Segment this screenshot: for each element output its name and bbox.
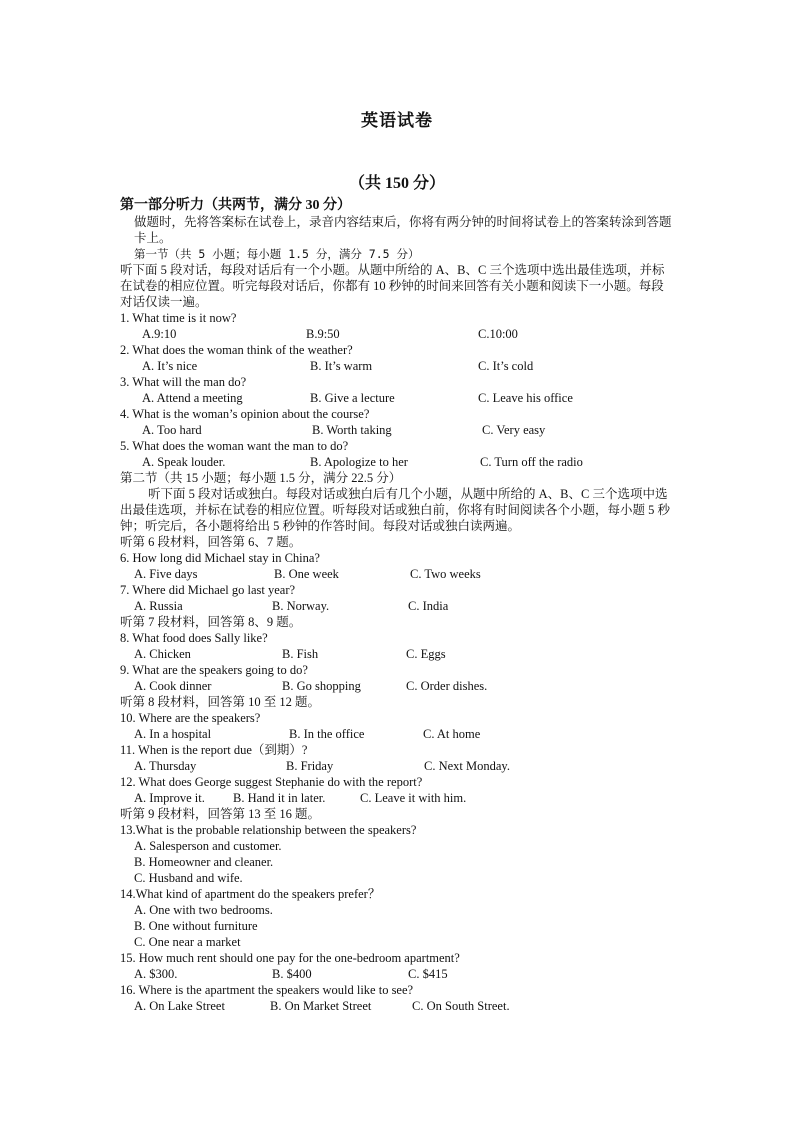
option-c: C. Eggs <box>406 647 446 661</box>
page-subtitle: （共 150 分） <box>348 175 445 192</box>
question-14: 14.What kind of apartment do the speakers prefer？ <box>120 887 381 901</box>
material-6: 听第 6 段材料，回答第 6、7 题。 <box>120 535 302 549</box>
option-a: A. $300. <box>134 967 178 981</box>
option-b: B. It’s warm <box>310 359 373 373</box>
section1-heading: 第一节（共 5 小题；每小题 1.5 分，满分 7.5 分） <box>134 247 420 261</box>
option-c: C. Very easy <box>482 423 546 437</box>
page-title: 英语试卷 <box>361 111 433 130</box>
option-b: B. Apologize to her <box>310 455 408 469</box>
question-13: 13.What is the probable relationship between the speakers? <box>120 823 417 837</box>
option-b: B. One week <box>274 567 339 581</box>
question-1: 1. What time is it now? <box>120 311 237 325</box>
options-9 <box>120 678 675 694</box>
options-12 <box>120 790 675 806</box>
question-12: 12. What does George suggest Stephanie do with the report? <box>120 775 423 789</box>
option-c: C. At home <box>423 727 481 741</box>
option-b: B.9:50 <box>306 327 340 341</box>
option-a: A. In a hospital <box>134 727 212 741</box>
question-8: 8. What food does Sally like? <box>120 631 268 645</box>
option-a: A. One with two bedrooms. <box>134 903 273 917</box>
option-c: C. One near a market <box>134 935 241 949</box>
options-2 <box>120 358 675 374</box>
option-b: B. $400 <box>272 967 312 981</box>
option-c: C. On South Street. <box>412 999 510 1013</box>
option-b: B. Norway. <box>272 599 330 613</box>
option-b: B. Friday <box>286 759 334 773</box>
option-c: C. Turn off the radio <box>480 455 583 469</box>
option-c: C. Leave it with him. <box>360 791 467 805</box>
options-7 <box>120 598 675 614</box>
options-4 <box>120 422 675 438</box>
options-8 <box>120 646 675 662</box>
option-b: B. Go shopping <box>282 679 361 693</box>
option-a: A. It’s nice <box>142 359 198 373</box>
exam-body <box>120 198 675 1014</box>
option-a: A. Speak louder. <box>142 455 226 469</box>
question-3: 3. What will the man do? <box>120 375 247 389</box>
option-b: B. Give a lecture <box>310 391 395 405</box>
option-c: C. Leave his office <box>478 391 573 405</box>
options-1 <box>120 326 675 342</box>
option-b: B. One without furniture <box>134 919 258 933</box>
option-a: A. On Lake Street <box>134 999 225 1013</box>
question-4: 4. What is the woman’s opinion about the course? <box>120 407 370 421</box>
options-5 <box>120 454 675 470</box>
question-15: 15. How much rent should one pay for the one-bedroom apartment? <box>120 951 460 965</box>
option-a: A. Salesperson and customer. <box>134 839 282 853</box>
question-10: 10. Where are the speakers? <box>120 711 261 725</box>
question-2: 2. What does the woman think of the weather? <box>120 343 353 357</box>
part-intro: 做题时，先将答案标在试卷上，录音内容结束后，你将有两分钟的时间将试卷上的答案转涂到答题卡上。 <box>134 215 672 245</box>
question-9: 9. What are the speakers going to do? <box>120 663 308 677</box>
material-9: 听第 9 段材料，回答第 13 至 16 题。 <box>120 807 321 821</box>
question-11: 11. When is the report due（到期）? <box>120 743 308 757</box>
option-b: B. On Market Street <box>270 999 372 1013</box>
section2-heading: 第二节（共 15 小题；每小题 1.5 分，满分 22.5 分） <box>120 471 402 485</box>
option-a: A. Cook dinner <box>134 679 212 693</box>
question-5: 5. What does the woman want the man to do? <box>120 439 349 453</box>
option-c: C.10:00 <box>478 327 518 341</box>
option-c: C. Husband and wife. <box>134 871 243 885</box>
question-16: 16. Where is the apartment the speakers would like to see? <box>120 983 414 997</box>
option-a: A. Thursday <box>134 759 197 773</box>
option-b: B. In the office <box>289 727 365 741</box>
option-a: A. Russia <box>134 599 183 613</box>
options-11 <box>120 758 675 774</box>
section1-instructions: 听下面 5 段对话，每段对话后有一个小题。从题中所给的 A、B、C 三个选项中选出最佳选项，并标在试卷的相应位置。听完每段对话后，你都有 10 秒钟的时间来回答有关小题和阅读下一小题。每段对话仅读一遍。 <box>120 263 665 309</box>
option-c: C. Two weeks <box>410 567 481 581</box>
option-b: B. Hand it in later. <box>233 791 326 805</box>
options-15 <box>120 966 675 982</box>
material-7: 听第 7 段材料，回答第 8、9 题。 <box>120 615 302 629</box>
option-a: A. Chicken <box>134 647 191 661</box>
options-3 <box>120 390 675 406</box>
question-7: 7. Where did Michael go last year? <box>120 583 296 597</box>
option-a: A. Improve it. <box>134 791 205 805</box>
option-b: B. Homeowner and cleaner. <box>134 855 274 869</box>
option-a: A.9:10 <box>142 327 177 341</box>
section2-instructions: 听下面 5 段对话或独白。每段对话或独白后有几个小题，从题中所给的 A、B、C 三个选项中选出最佳选项，并标在试卷的相应位置。听每段对话或独白前，你将有时间阅读各个小题，每小题 5 秒钟；听完后，各小题将给出 5 秒钟的作答时间。每段对话或独白读两遍。 <box>120 487 671 533</box>
option-a: A. Too hard <box>142 423 202 437</box>
question-6: 6. How long did Michael stay in China? <box>120 551 320 565</box>
options-6 <box>120 566 675 582</box>
options-16 <box>120 998 675 1014</box>
material-8: 听第 8 段材料，回答第 10 至 12 题。 <box>120 695 321 709</box>
option-c: C. $415 <box>408 967 448 981</box>
options-10 <box>120 726 675 742</box>
option-a: A. Five days <box>134 567 198 581</box>
option-b: B. Worth taking <box>312 423 392 437</box>
part-heading: 第一部分听力（共两节，满分 30 分） <box>120 198 351 213</box>
option-a: A. Attend a meeting <box>142 391 243 405</box>
option-b: B. Fish <box>282 647 319 661</box>
option-c: C. Next Monday. <box>424 759 510 773</box>
option-c: C. India <box>408 599 449 613</box>
option-c: C. Order dishes. <box>406 679 488 693</box>
option-c: C. It’s cold <box>478 359 534 373</box>
